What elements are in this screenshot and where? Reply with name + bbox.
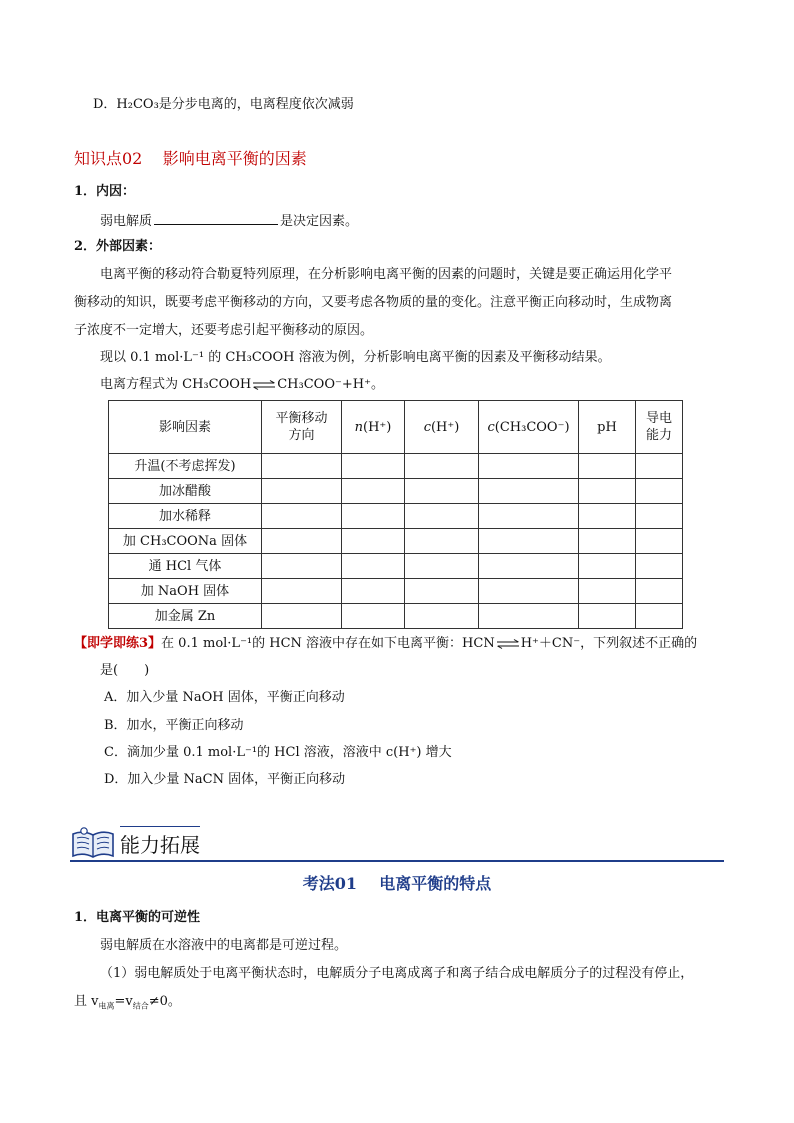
internal-text-after: 是决定因素。: [280, 214, 359, 229]
rate-ionize-subscript: 电离: [98, 1001, 115, 1011]
banner-underline: [70, 860, 724, 862]
table-cell[interactable]: [405, 554, 479, 579]
previous-option-d: D．H₂CO₃是分步电离的，电离程度依次减弱: [93, 97, 354, 112]
table-cell[interactable]: [405, 529, 479, 554]
banner-top-rule: [120, 826, 200, 827]
equation-line: [100, 376, 384, 394]
external-para-line-3: 子浓度不一定增大，还要考虑引起平衡移动的原因。: [74, 323, 374, 338]
table-row: [109, 604, 683, 629]
external-heading: 2．外部因素：: [74, 239, 162, 254]
table-cell[interactable]: [636, 504, 683, 529]
row-factor: 加水稀释: [109, 504, 262, 529]
table-row: [109, 554, 683, 579]
table-cell[interactable]: [579, 554, 636, 579]
table-header-row: [109, 401, 683, 454]
method-title: 电离平衡的特点: [379, 874, 492, 893]
table-cell[interactable]: [262, 504, 342, 529]
header-factor: 影响因素: [109, 401, 262, 454]
header-cond-b: 能力: [645, 428, 672, 443]
header-cond-a: 导电: [645, 411, 672, 426]
table-cell[interactable]: [342, 579, 405, 604]
header-n-rest: (H⁺): [363, 419, 392, 435]
exercise-option-a[interactable]: A．加入少量 NaOH 固体，平衡正向移动: [104, 690, 345, 705]
internal-text-before: 弱电解质: [100, 214, 153, 229]
table-cell[interactable]: [342, 604, 405, 629]
reversibility-heading: 1．电离平衡的可逆性: [74, 910, 201, 925]
header-c-var: c: [423, 419, 431, 435]
header-acetate-var: c: [487, 419, 495, 435]
table-cell[interactable]: [262, 604, 342, 629]
table-cell[interactable]: [579, 479, 636, 504]
exercise-option-d[interactable]: D．加入少量 NaCN 固体，平衡正向移动: [104, 772, 346, 787]
header-shift-a: 平衡移动: [275, 411, 328, 426]
rate-v-ionize: 且 v: [74, 994, 99, 1009]
equilibrium-arrows-icon: [496, 639, 520, 649]
table-cell[interactable]: [479, 479, 579, 504]
table-cell[interactable]: [636, 579, 683, 604]
table-row: [109, 579, 683, 604]
header-c-rest: (H⁺): [430, 419, 460, 435]
internal-heading: 1．内因：: [74, 184, 136, 199]
header-ph: pH: [579, 401, 636, 454]
table-cell[interactable]: [579, 529, 636, 554]
reversibility-line-2: （1）弱电解质处于电离平衡状态时，电解质分子电离成离子和离子结合成电解质分子的过程没有停止，: [100, 966, 694, 981]
table-cell[interactable]: [479, 504, 579, 529]
table-cell[interactable]: [479, 604, 579, 629]
table-cell[interactable]: [342, 454, 405, 479]
factors-table: [108, 400, 683, 629]
table-cell[interactable]: [342, 504, 405, 529]
header-shift-b: 方向: [288, 428, 315, 443]
table-cell[interactable]: [342, 529, 405, 554]
header-n-var: n: [354, 419, 364, 435]
method-number: 考法01: [302, 874, 357, 893]
table-cell[interactable]: [579, 579, 636, 604]
ability-banner-title: 能力拓展: [120, 833, 200, 857]
table-row: [109, 479, 683, 504]
rate-v-combine: =v: [114, 994, 133, 1009]
section-heading: [74, 148, 307, 170]
table-cell[interactable]: [579, 604, 636, 629]
row-factor: 加金属 Zn: [109, 604, 262, 629]
open-book-icon: [70, 826, 116, 860]
row-factor: 加 NaOH 固体: [109, 579, 262, 604]
table-cell[interactable]: [342, 554, 405, 579]
exercise-stem-c: 是( ): [100, 663, 150, 678]
row-factor: 升温(不考虑挥发): [109, 454, 262, 479]
exercise-tag: 【即学即练3】: [74, 636, 162, 651]
rate-combine-subscript: 结合: [132, 1001, 149, 1011]
table-cell[interactable]: [636, 479, 683, 504]
exercise-stem-a: 在 0.1 mol·L⁻¹的 HCN 溶液中存在如下电离平衡：HCN: [161, 636, 495, 651]
table-cell[interactable]: [636, 604, 683, 629]
table-cell[interactable]: [262, 579, 342, 604]
fill-blank[interactable]: [154, 210, 278, 225]
table-cell[interactable]: [579, 454, 636, 479]
reversibility-line-3: [74, 993, 181, 1016]
table-cell[interactable]: [479, 579, 579, 604]
table-cell[interactable]: [579, 504, 636, 529]
header-shift-direction: [262, 401, 342, 454]
equation-suffix: CH₃COO⁻+H⁺。: [277, 377, 384, 392]
table-cell[interactable]: [636, 554, 683, 579]
section-title: 影响电离平衡的因素: [162, 149, 307, 168]
table-cell[interactable]: [479, 454, 579, 479]
table-cell[interactable]: [262, 554, 342, 579]
table-cell[interactable]: [405, 479, 479, 504]
row-factor: 通 HCl 气体: [109, 554, 262, 579]
exercise-option-b[interactable]: B．加水，平衡正向移动: [104, 718, 244, 733]
table-row: [109, 529, 683, 554]
external-para-line-1: 电离平衡的移动符合勒夏特列原理，在分析影响电离平衡的因素的问题时，关键是要正确运用化学平: [100, 267, 673, 282]
header-c-acetate: [479, 401, 579, 454]
method-heading: [0, 873, 794, 895]
table-cell[interactable]: [262, 454, 342, 479]
table-row: [109, 504, 683, 529]
table-cell[interactable]: [636, 529, 683, 554]
header-n-h: [342, 401, 405, 454]
table-row: [109, 454, 683, 479]
external-para-line-2: 衡移动的知识，既要考虑平衡移动的方向，又要考虑各物质的量的变化。注意平衡正向移动时，生成物离: [74, 295, 673, 310]
table-cell[interactable]: [479, 554, 579, 579]
section-number: 知识点02: [74, 149, 143, 168]
table-cell[interactable]: [636, 454, 683, 479]
internal-text: [100, 210, 358, 231]
table-cell[interactable]: [405, 504, 479, 529]
header-c-h: [405, 401, 479, 454]
table-cell[interactable]: [405, 579, 479, 604]
equilibrium-arrows-icon: [252, 380, 276, 390]
row-factor: 加 CH₃COONa 固体: [109, 529, 262, 554]
header-acetate-rest: (CH₃COO⁻): [494, 419, 570, 435]
table-cell[interactable]: [262, 479, 342, 504]
table-cell[interactable]: [405, 454, 479, 479]
reversibility-line-1: 弱电解质在水溶液中的电离都是可逆过程。: [100, 938, 348, 953]
rate-tail: ≠0。: [148, 994, 181, 1009]
exercise-option-c[interactable]: C．滴加少量 0.1 mol·L⁻¹的 HCl 溶液，溶液中 c(H⁺) 增大: [104, 745, 452, 760]
row-factor: 加冰醋酸: [109, 479, 262, 504]
header-conductivity: [636, 401, 683, 454]
exercise-stem-b: H⁺＋CN⁻，下列叙述不正确的: [520, 636, 698, 651]
example-line: 现以 0.1 mol·L⁻¹ 的 CH₃COOH 溶液为例，分析影响电离平衡的因素及平衡移动结果。: [100, 350, 611, 365]
equation-prefix: 电离方程式为 CH₃COOH: [100, 377, 252, 392]
table-cell[interactable]: [405, 604, 479, 629]
table-cell[interactable]: [262, 529, 342, 554]
table-cell[interactable]: [479, 529, 579, 554]
table-cell[interactable]: [342, 479, 405, 504]
exercise-stem: [74, 635, 697, 653]
